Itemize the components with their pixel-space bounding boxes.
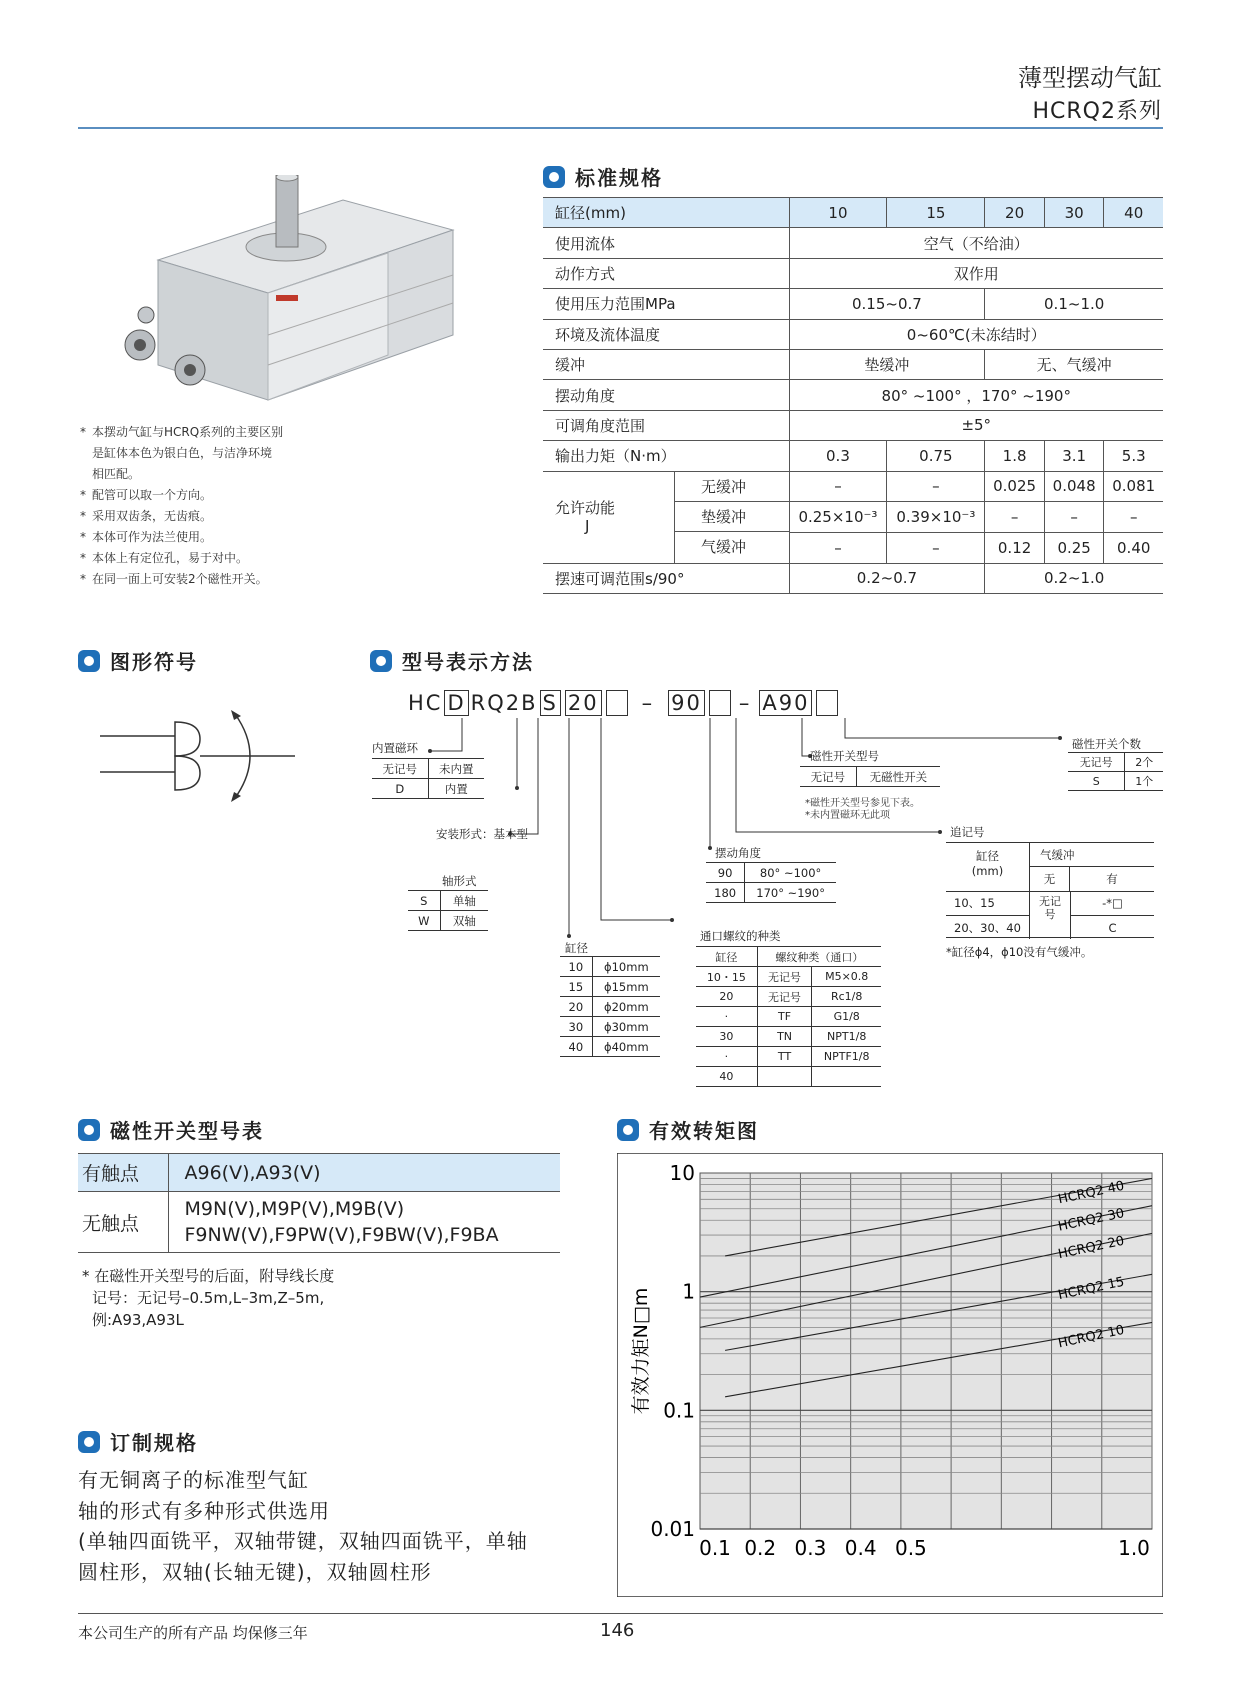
table-cell: 无记号: [800, 767, 856, 787]
code-angle: 90: [668, 690, 705, 716]
cushion-label: 缓冲: [543, 349, 789, 379]
series-label: HCRQ2 30: [1056, 1205, 1126, 1235]
pressure-label: 使用压力范围MPa: [543, 289, 789, 319]
code-switch: A90: [759, 690, 812, 716]
suffix-r1-val: -*□: [1070, 891, 1154, 915]
energy-cell: –: [789, 532, 887, 563]
code-count: [816, 690, 838, 716]
table-cell: NPTF1/8: [812, 1047, 881, 1067]
adjust-value: ±5°: [789, 410, 1163, 440]
port-title: 通口螺纹的种类: [700, 929, 781, 943]
table-cell: 40: [560, 1037, 592, 1057]
series-label: HCRQ2 10: [1056, 1322, 1126, 1352]
table-cell: 1个: [1125, 772, 1163, 791]
suffix-r2-val: C: [1070, 915, 1154, 939]
warranty-text: 本公司生产的所有产品 均保修三年: [78, 1624, 308, 1642]
count-title: 磁性开关个数: [1072, 737, 1141, 751]
y-tick-label: 0.01: [650, 1517, 695, 1541]
page-number: 146: [600, 1620, 635, 1641]
code-suffix: [709, 690, 731, 716]
bore-40: 40: [1104, 198, 1163, 228]
series-title: HCRQ2系列: [1032, 99, 1162, 124]
torque-15: 0.75: [887, 441, 985, 471]
suffix-mark: 无记号: [1039, 895, 1061, 921]
cushion-value-a: 垫缓冲: [789, 349, 985, 379]
bore-15: 15: [887, 198, 985, 228]
pneumatic-symbol: [100, 710, 300, 810]
table-cell: S: [1068, 772, 1125, 791]
port-table: [696, 946, 881, 1087]
switch-note-line: * 在磁性开关型号的后面，附导线长度: [82, 1267, 335, 1285]
table-cell: 20: [696, 987, 757, 1007]
count-table: [1068, 752, 1163, 791]
temp-value: 0~60℃(未冻结时）: [789, 319, 1163, 349]
feature-notes: [80, 422, 410, 590]
x-tick-label: 0.4: [844, 1536, 877, 1560]
builtin-table: [372, 758, 484, 799]
code-prefix: HC: [408, 691, 443, 715]
temp-label: 环境及流体温度: [543, 319, 789, 349]
suffix-table: [946, 842, 1154, 938]
y-tick-label: 10: [669, 1161, 695, 1185]
y-tick-label: 0.1: [663, 1398, 695, 1423]
table-cell: 内置: [428, 779, 484, 799]
energy-unit: J: [585, 517, 590, 536]
model-code: [408, 690, 840, 716]
energy-cell: 0.25×10⁻³: [789, 502, 887, 533]
suffix-r1-bore: 10、15: [946, 891, 1030, 915]
table-cell: 无记号: [757, 967, 812, 987]
energy-type-air: 气缓冲: [701, 538, 747, 557]
shaft-table: [408, 890, 488, 931]
custom-line: (单轴四面铣平，双轴带键，双轴四面铣平，单轴: [78, 1529, 528, 1553]
contact-label: 有触点: [78, 1154, 168, 1192]
table-cell: 30: [696, 1027, 757, 1047]
table-cell: 2个: [1125, 753, 1163, 772]
builtin-title: 内置磁环: [372, 741, 418, 755]
suffix-col-no: 无: [1030, 867, 1070, 891]
energy-cell: 0.081: [1104, 471, 1163, 502]
angle-title: 摆动角度: [715, 846, 761, 860]
table-cell: 未内置: [428, 759, 484, 779]
code-shaft: S: [540, 690, 561, 716]
table-cell: TN: [757, 1027, 812, 1047]
pressure-value-b: 0.1~1.0: [985, 289, 1163, 319]
action-label: 动作方式: [543, 258, 789, 288]
bore-30: 30: [1044, 198, 1104, 228]
table-cell: 单轴: [440, 891, 488, 911]
adjust-label: 可调角度范围: [543, 410, 789, 440]
table-cell: ϕ10mm: [592, 957, 660, 977]
section-icon: [543, 166, 565, 188]
suffix-head-air: 气缓冲: [1030, 843, 1154, 867]
table-cell: M5×0.8: [812, 967, 881, 987]
custom-line: 有无铜离子的标准型气缸: [78, 1468, 309, 1492]
energy-cell: –: [1104, 502, 1163, 533]
torque-30: 3.1: [1044, 441, 1104, 471]
note-line: * 采用双齿条，无齿痕。: [80, 506, 410, 527]
custom-line: 轴的形式有多种形式供选用: [78, 1498, 330, 1523]
torque-label: 输出力矩（N·m）: [543, 441, 789, 471]
speed-label: 摆速可调范围s/90°: [543, 563, 789, 593]
model-heading: 型号表示方法: [370, 646, 534, 675]
bore-label: 缸径(mm): [543, 198, 789, 228]
torque-40: 5.3: [1104, 441, 1163, 471]
table-cell: ϕ30mm: [592, 1017, 660, 1037]
angle-value: 80° ~100° ，170° ~190°: [789, 380, 1163, 410]
energy-cell: –: [887, 471, 985, 502]
energy-cell: 0.025: [985, 471, 1045, 502]
table-cell: 无磁性开关: [856, 767, 940, 787]
spec-heading: 标准规格: [543, 162, 663, 191]
energy-cell: –: [887, 532, 985, 563]
mount-type: 安装形式：基本型: [436, 827, 528, 841]
contactless-label: 无触点: [78, 1192, 168, 1253]
bore-20: 20: [985, 198, 1045, 228]
action-value: 双作用: [789, 258, 1163, 288]
section-icon: [78, 1431, 100, 1453]
note-line: 是缸体本色为银白色，与洁净环境: [92, 446, 273, 460]
switch-title: 磁性开关型号: [810, 749, 879, 763]
section-icon: [370, 650, 392, 672]
table-cell: NPT1/8: [812, 1027, 881, 1047]
table-cell: Rc1/8: [812, 987, 881, 1007]
energy-cell: [543, 471, 789, 563]
table-cell: 缸径: [696, 947, 757, 967]
code-dash: –: [738, 691, 752, 715]
table-cell: 180: [706, 883, 745, 903]
table-cell: 80° ~100°: [745, 863, 836, 883]
table-cell: 无记号: [1068, 753, 1125, 772]
torque-chart: [617, 1153, 1163, 1597]
section-icon: [78, 1119, 100, 1141]
table-cell: 170° ~190°: [745, 883, 836, 903]
switch-note-2: *未内置磁环无此项: [805, 810, 890, 821]
custom-heading: 订制规格: [78, 1427, 198, 1456]
energy-cell: –: [985, 502, 1045, 533]
y-tick-label: 1: [682, 1279, 695, 1304]
contactless-value: [168, 1192, 560, 1253]
note-line: * 本体可作为法兰使用。: [80, 527, 410, 548]
torque-10: 0.3: [789, 441, 887, 471]
suffix-head-bore: 缸径 (mm): [946, 843, 1030, 891]
bore-10: 10: [789, 198, 887, 228]
shaft-title: 轴形式: [442, 874, 477, 888]
section-icon: [78, 650, 100, 672]
switch-heading: 磁性开关型号表: [78, 1115, 264, 1144]
pressure-value-a: 0.15~0.7: [789, 289, 985, 319]
header-rule: [78, 127, 1163, 129]
contactless-line: F9NW(V),F9PW(V),F9BW(V),F9BA: [184, 1224, 499, 1246]
suffix-title: 追记号: [950, 825, 985, 839]
y-axis-label: 有效力矩N□m: [630, 1287, 652, 1415]
table-cell: 无记号: [372, 759, 428, 779]
table-cell: TT: [757, 1047, 812, 1067]
speed-value-b: 0.2~1.0: [985, 563, 1163, 593]
note-line: * 在同一面上可安装2个磁性开关。: [80, 569, 410, 590]
table-cell: ·: [696, 1047, 757, 1067]
product-image: [118, 175, 468, 415]
bore-table: [560, 956, 660, 1057]
switch-note-line: 例:A93,A93L: [92, 1311, 184, 1329]
code-port: [606, 690, 628, 716]
code-magnet: D: [444, 690, 468, 716]
switch-notes: [82, 1265, 334, 1331]
x-tick-label: 0.1: [699, 1536, 731, 1560]
energy-type-none: 无缓冲: [675, 472, 789, 502]
energy-cell: –: [1044, 502, 1104, 533]
table-cell: 40: [696, 1067, 757, 1087]
switch-model-table: [800, 766, 940, 787]
x-tick-label: 0.3: [794, 1536, 827, 1560]
note-line: * 本摆动气缸与HCRQ系列的主要区别: [80, 422, 410, 443]
bore-title: 缸径: [565, 941, 588, 955]
series-label: HCRQ2 40: [1056, 1178, 1126, 1208]
suffix-note: *缸径ϕ4，ϕ10没有气缓冲。: [946, 945, 1093, 959]
page-title: 薄型摆动气缸: [1018, 64, 1162, 92]
switch-table: [78, 1153, 560, 1253]
energy-label: 允许动能: [555, 499, 616, 518]
code-body: RQ2B: [470, 691, 538, 715]
energy-type-pad: 垫缓冲: [675, 502, 789, 532]
table-cell: 无记号: [757, 987, 812, 1007]
table-cell: 20: [560, 997, 592, 1017]
table-cell: ϕ20mm: [592, 997, 660, 1017]
table-cell: D: [372, 779, 428, 799]
torque-20: 1.8: [985, 441, 1045, 471]
energy-cell: 0.25: [1044, 532, 1104, 563]
section-icon: [617, 1119, 639, 1141]
table-cell: ϕ40mm: [592, 1037, 660, 1057]
code-dash: –: [641, 691, 655, 715]
energy-cell: 0.12: [985, 532, 1045, 563]
spec-table: [543, 197, 1163, 594]
code-bore: 20: [565, 690, 602, 716]
energy-cell: –: [789, 471, 887, 502]
table-cell: 15: [560, 977, 592, 997]
table-cell: ·: [696, 1007, 757, 1027]
speed-value-a: 0.2~0.7: [789, 563, 985, 593]
table-cell: W: [408, 911, 440, 931]
table-cell: TF: [757, 1007, 812, 1027]
switch-note-1: *磁性开关型号参见下表。: [805, 798, 920, 809]
table-cell: G1/8: [812, 1007, 881, 1027]
suffix-r2-bore: 20、30、40: [946, 915, 1030, 939]
table-cell: 30: [560, 1017, 592, 1037]
contactless-line: M9N(V),M9P(V),M9B(V): [184, 1198, 405, 1220]
note-line: * 本体上有定位孔，易于对中。: [80, 548, 410, 569]
x-tick-label: 1.0: [1118, 1536, 1150, 1560]
series-label: HCRQ2 15: [1056, 1274, 1126, 1304]
fluid-value: 空气（不给油）: [789, 228, 1163, 258]
table-cell: 螺纹种类（通口）: [757, 947, 881, 967]
table-cell: 10・15: [696, 967, 757, 987]
angle-table: [706, 862, 836, 903]
contact-value: A96(V),A93(V): [168, 1154, 560, 1192]
table-cell: 90: [706, 863, 745, 883]
energy-cell: 0.39×10⁻³: [887, 502, 985, 533]
table-cell: S: [408, 891, 440, 911]
suffix-col-yes: 有: [1106, 872, 1118, 886]
cushion-value-b: 无、气缓冲: [985, 349, 1163, 379]
note-line: * 配管可以取一个方向。: [80, 485, 410, 506]
footer-rule: [78, 1613, 1163, 1614]
angle-label: 摆动角度: [543, 380, 789, 410]
x-tick-label: 0.5: [894, 1536, 927, 1560]
custom-text: [78, 1465, 528, 1587]
energy-cell: 0.048: [1044, 471, 1104, 502]
chart-heading: 有效转矩图: [617, 1115, 759, 1144]
switch-note-line: 记号：无记号–0.5m,L–3m,Z–5m,: [92, 1289, 325, 1307]
fluid-label: 使用流体: [543, 228, 789, 258]
symbol-heading: 图形符号: [78, 646, 198, 675]
x-tick-label: 0.2: [744, 1536, 777, 1560]
note-line: 相匹配。: [92, 467, 141, 481]
table-cell: 10: [560, 957, 592, 977]
table-cell: ϕ15mm: [592, 977, 660, 997]
series-label: HCRQ2 20: [1056, 1233, 1126, 1263]
energy-cell: 0.40: [1104, 532, 1163, 563]
custom-line: 圆柱形，双轴(长轴无键)，双轴圆柱形: [78, 1559, 432, 1584]
table-cell: 双轴: [440, 911, 488, 931]
